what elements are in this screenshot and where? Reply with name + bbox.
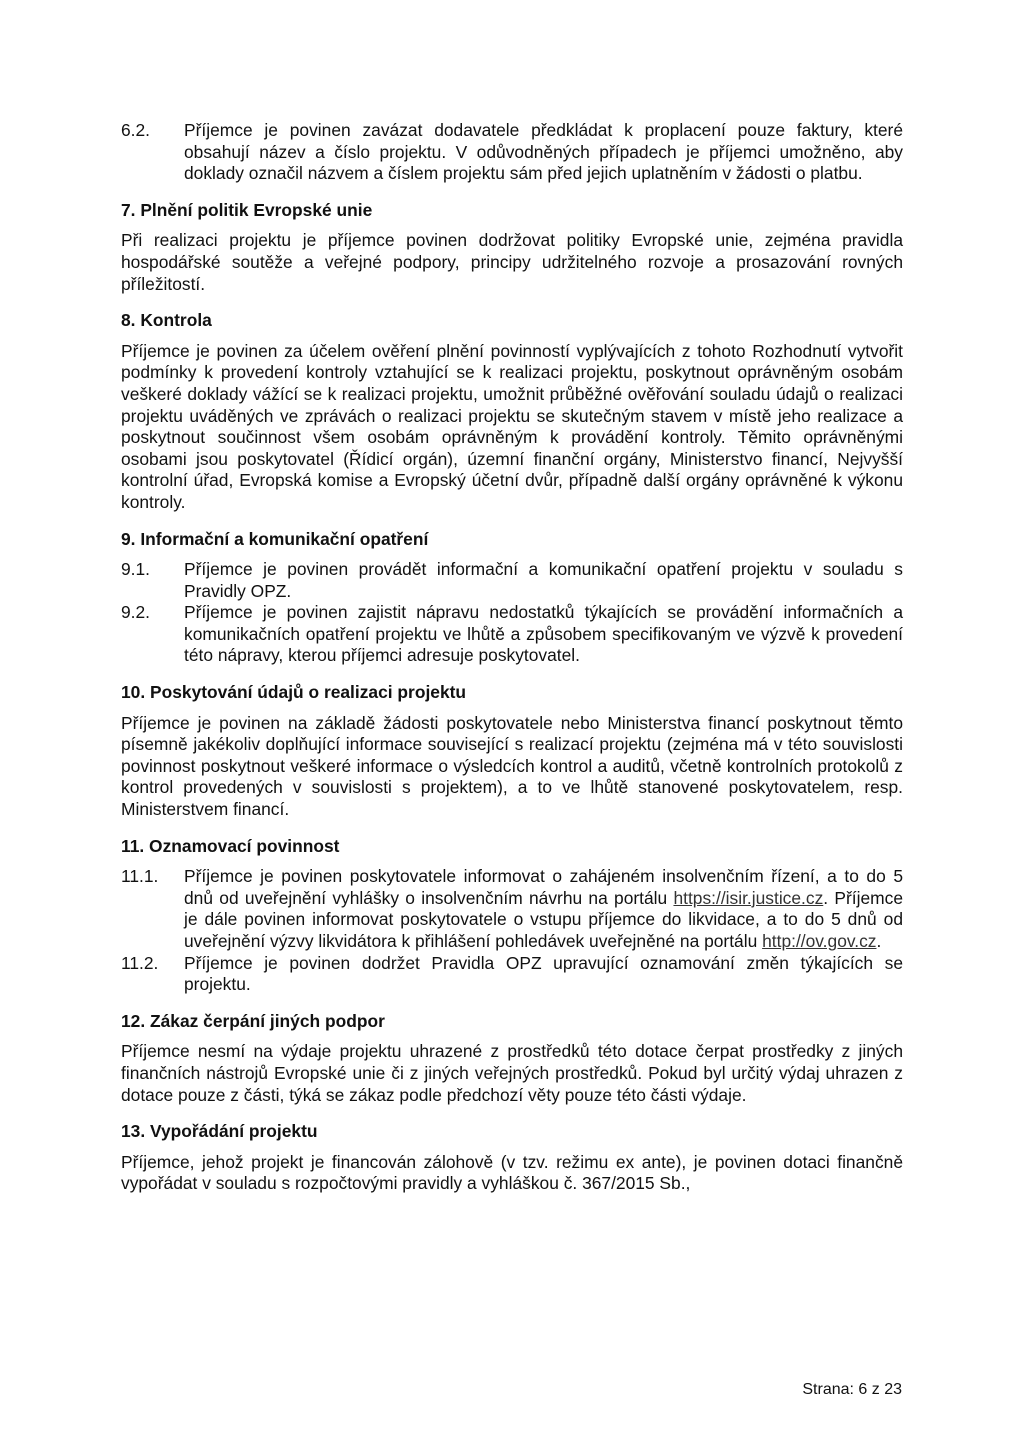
list-item-9-2 <box>121 602 903 667</box>
page-number: Strana: 6 z 23 <box>802 1381 902 1398</box>
list-item-11-1 <box>121 866 903 952</box>
item-text: Příjemce je povinen zajistit nápravu nedostatků týkajících se provádění informačních a komunikačních opatření projektu ve lhůtě a způsobem specifikovaným ve výzvě k provedení této nápravy, kterou příjemci adresuje poskytovatel. <box>184 602 903 666</box>
section-heading-7: 7. Plnění politik Evropské unie <box>121 199 373 220</box>
item-text: Příjemce je povinen provádět informační a komunikační opatření projektu v souladu s Pravidly OPZ. <box>184 559 903 601</box>
item-text: Příjemce je povinen dodržet Pravidla OPZ upravující oznamování změn týkajících se projektu. <box>184 952 903 995</box>
item-text-part: . <box>876 931 882 951</box>
item-number: 11.2. <box>121 952 159 973</box>
section-12-paragraph: Příjemce nesmí na výdaje projektu uhrazené z prostředků této dotace čerpat prostředky z jiných finančních nástrojů Evropské unie či z jiných veřejných prostředků. Pokud byl určitý výdaj uhrazen z dotace pouze z části, týká se zákaz podle předchozí věty pouze této části výdaje. <box>121 1041 903 1105</box>
list-item-6-2 <box>121 120 903 185</box>
list-item-9-1 <box>121 559 903 602</box>
section-heading-13: 13. Vypořádání projektu <box>121 1121 318 1142</box>
item-number: 6.2. <box>121 120 151 140</box>
section-heading-9: 9. Informační a komunikační opatření <box>121 528 429 549</box>
item-text-part: . Příjemce je dále povinen informovat poskytovatele o vstupu příjemce do likvidace, a to do 5 dnů od uveřejnění výzvy likvidátora k přihlášení pohledávek uveřejněné na portálu <box>184 887 903 951</box>
section-13-paragraph: Příjemce, jehož projekt je financován zálohově (v tzv. režimu ex ante), je povinen dotaci finančně vypořádat v souladu s rozpočtovými pravidly a vyhláškou č. 367/2015 Sb., <box>121 1151 903 1194</box>
section-heading-11: 11. Oznamovací povinnost <box>121 835 340 856</box>
item-number: 9.2. <box>121 602 151 623</box>
section-10-paragraph: Příjemce je povinen na základě žádosti poskytovatele nebo Ministerstva financí poskytnout těmto písemně jakékoliv doplňující informace související s realizací projektu (zejména má v této souvislosti povinnost poskytnout veškeré informace o výsledcích kontrol a auditů, včetně kontrolních protokolů z kontrol provedených v souvislosti s projektem), a to ve lhůtě stanovené poskytovatelem, resp. Ministerstvem financí. <box>121 712 903 820</box>
item-text-part: Příjemce je povinen poskytovatele informovat o zahájeném insolvenčním řízení, a to do 5 dnů od uveřejnění vyhlášky o insolvenčním návrhu na portálu <box>184 866 903 908</box>
section-heading-12: 12. Zákaz čerpání jiných podpor <box>121 1010 385 1031</box>
section-7-paragraph: Při realizaci projektu je příjemce povinen dodržovat politiky Evropské unie, zejména pravidla hospodářské soutěže a veřejné podpory, principy udržitelného rozvoje a prosazování rovných příležitostí. <box>121 230 903 294</box>
ov-gov-link[interactable]: http://ov.gov.cz <box>762 931 877 951</box>
isir-link[interactable]: https://isir.justice.cz <box>673 887 824 908</box>
item-number: 9.1. <box>121 559 151 580</box>
item-text: Příjemce je povinen zavázat dodavatele předkládat k proplacení pouze faktury, které obsahují název a číslo projektu. V odůvodněných případech je příjemci umožněno, aby doklady označil názvem a číslem projektu sám před jejich uplatněním v žádosti o platbu. <box>184 120 903 184</box>
item-text <box>184 866 903 952</box>
list-item-11-2 <box>121 953 903 996</box>
item-number: 11.1. <box>121 866 159 887</box>
section-heading-10: 10. Poskytování údajů o realizaci projektu <box>121 682 467 703</box>
page-content <box>121 120 903 1195</box>
section-8-paragraph: Příjemce je povinen za účelem ověření plnění povinností vyplývajících z tohoto Rozhodnutí vytvořit podmínky k provedení kontroly vztahující se k realizaci projektu, poskytnout oprávněným osobám veškeré doklady vážící se k realizaci projektu, umožnit průběžné ověřování souladu údajů o realizaci projektu uváděných ve zprávách o realizaci projektu se skutečným stavem v místě jeho realizace a poskytnout součinnost všem osobám oprávněným k provádění kontroly. Těmito oprávněnými osobami jsou poskytovatel (Řídicí orgán), územní finanční orgány, Ministerstvo financí, Nejvyšší kontrolní úřad, Evropská komise a Evropský účetní dvůr, případně další orgány oprávněné k výkonu kontroly. <box>121 340 903 512</box>
section-heading-8: 8. Kontrola <box>121 310 212 331</box>
